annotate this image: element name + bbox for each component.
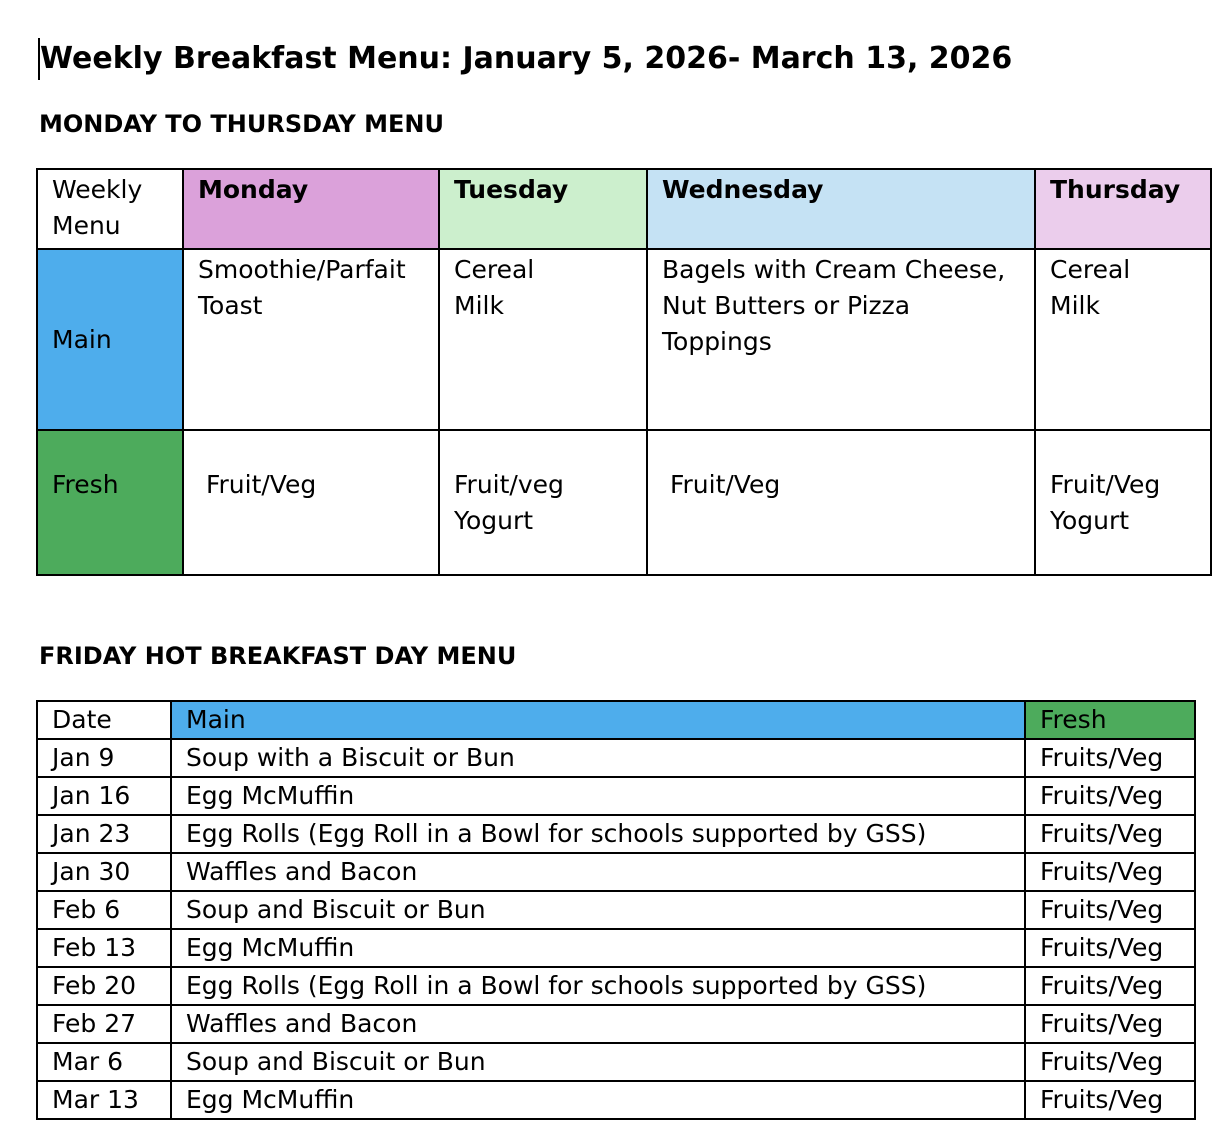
fresh-row-label[interactable]: Fresh — [37, 430, 183, 575]
date-cell[interactable]: Feb 20 — [37, 967, 171, 1005]
date-cell[interactable]: Jan 23 — [37, 815, 171, 853]
column-header-fresh[interactable]: Fresh — [1025, 701, 1195, 739]
main-cell[interactable]: Egg McMuffin — [171, 929, 1025, 967]
weekly-main-row — [37, 249, 1211, 430]
menu-item: Fruit/veg — [454, 470, 564, 499]
column-header-main[interactable]: Main — [171, 701, 1025, 739]
main-cell[interactable]: Soup with a Biscuit or Bun — [171, 739, 1025, 777]
menu-item: Smoothie/Parfait — [198, 255, 406, 284]
main-cell[interactable]: Soup and Biscuit or Bun — [171, 1043, 1025, 1081]
main-cell-wednesday[interactable] — [647, 249, 1035, 430]
date-cell[interactable]: Mar 6 — [37, 1043, 171, 1081]
weekly-corner-cell[interactable] — [37, 169, 183, 249]
table-row — [37, 777, 1195, 815]
main-cell[interactable]: Egg McMuffin — [171, 777, 1025, 815]
menu-item: Fruit/Veg — [198, 470, 317, 499]
fresh-cell-tuesday[interactable] — [439, 430, 647, 575]
fresh-cell[interactable]: Fruits/Veg — [1025, 853, 1195, 891]
corner-label-line: Menu — [52, 211, 121, 240]
main-cell[interactable]: Soup and Biscuit or Bun — [171, 891, 1025, 929]
weekly-menu-heading[interactable]: MONDAY TO THURSDAY MENU — [39, 110, 444, 138]
fresh-cell[interactable]: Fruits/Veg — [1025, 777, 1195, 815]
friday-header-row — [37, 701, 1195, 739]
day-header-thursday[interactable]: Thursday — [1035, 169, 1211, 249]
menu-item: Milk — [454, 291, 504, 320]
fresh-cell[interactable]: Fruits/Veg — [1025, 967, 1195, 1005]
main-cell[interactable]: Egg Rolls (Egg Roll in a Bowl for schools supported by GSS) — [171, 967, 1025, 1005]
menu-item: Cereal — [454, 255, 535, 284]
menu-item: Milk — [1050, 291, 1100, 320]
table-row — [37, 815, 1195, 853]
day-header-wednesday[interactable]: Wednesday — [647, 169, 1035, 249]
main-row-label[interactable]: Main — [37, 249, 183, 430]
friday-menu-table — [36, 700, 1196, 1120]
fresh-cell[interactable]: Fruits/Veg — [1025, 1043, 1195, 1081]
document-title[interactable]: Weekly Breakfast Menu: January 5, 2026- March 13, 2026 — [40, 41, 1013, 76]
fresh-cell[interactable]: Fruits/Veg — [1025, 929, 1195, 967]
menu-item: Yogurt — [454, 506, 534, 535]
table-row — [37, 1043, 1195, 1081]
menu-item: Fruit/Veg — [1050, 470, 1161, 499]
date-cell[interactable]: Jan 16 — [37, 777, 171, 815]
fresh-cell[interactable]: Fruits/Veg — [1025, 1081, 1195, 1119]
menu-item: Nut Butters or Pizza — [662, 291, 911, 320]
friday-menu-heading[interactable]: FRIDAY HOT BREAKFAST DAY MENU — [39, 642, 517, 670]
menu-item: Yogurt — [1050, 506, 1130, 535]
table-row — [37, 739, 1195, 777]
fresh-cell[interactable]: Fruits/Veg — [1025, 1005, 1195, 1043]
fresh-cell-wednesday[interactable] — [647, 430, 1035, 575]
main-cell[interactable]: Egg Rolls (Egg Roll in a Bowl for schools supported by GSS) — [171, 815, 1025, 853]
main-cell[interactable]: Waffles and Bacon — [171, 853, 1025, 891]
menu-item: Toast — [198, 291, 263, 320]
day-header-tuesday[interactable]: Tuesday — [439, 169, 647, 249]
date-cell[interactable]: Feb 6 — [37, 891, 171, 929]
menu-item: Fruit/Veg — [662, 470, 781, 499]
menu-item: Bagels with Cream Cheese, — [662, 255, 1006, 284]
menu-item: Cereal — [1050, 255, 1131, 284]
date-cell[interactable]: Feb 13 — [37, 929, 171, 967]
weekly-menu-table — [36, 168, 1212, 576]
table-row — [37, 1081, 1195, 1119]
day-header-monday[interactable]: Monday — [183, 169, 439, 249]
date-cell[interactable]: Mar 13 — [37, 1081, 171, 1119]
date-cell[interactable]: Jan 30 — [37, 853, 171, 891]
weekly-fresh-row — [37, 430, 1211, 575]
table-row — [37, 929, 1195, 967]
fresh-cell[interactable]: Fruits/Veg — [1025, 891, 1195, 929]
date-cell[interactable]: Jan 9 — [37, 739, 171, 777]
weekly-header-row — [37, 169, 1211, 249]
fresh-cell-thursday[interactable] — [1035, 430, 1211, 575]
main-cell[interactable]: Waffles and Bacon — [171, 1005, 1025, 1043]
fresh-cell-monday[interactable] — [183, 430, 439, 575]
table-row — [37, 967, 1195, 1005]
table-row — [37, 891, 1195, 929]
main-cell-monday[interactable] — [183, 249, 439, 430]
main-cell-tuesday[interactable] — [439, 249, 647, 430]
fresh-cell[interactable]: Fruits/Veg — [1025, 739, 1195, 777]
column-header-date[interactable]: Date — [37, 701, 171, 739]
date-cell[interactable]: Feb 27 — [37, 1005, 171, 1043]
menu-item: Toppings — [662, 327, 772, 356]
main-cell-thursday[interactable] — [1035, 249, 1211, 430]
main-cell[interactable]: Egg McMuffin — [171, 1081, 1025, 1119]
table-row — [37, 853, 1195, 891]
table-row — [37, 1005, 1195, 1043]
fresh-cell[interactable]: Fruits/Veg — [1025, 815, 1195, 853]
corner-label-line: Weekly — [52, 175, 143, 204]
